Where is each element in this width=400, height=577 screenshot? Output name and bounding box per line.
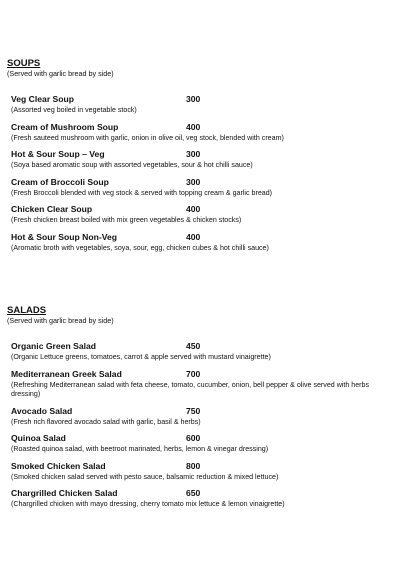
item-name: Cream of Mushroom Soup [11,121,119,132]
item-price: 300 [186,94,201,104]
salads-section [7,305,395,516]
menu-item [11,369,395,400]
menu-item [11,341,395,363]
menu-item [11,122,395,144]
item-name: Organic Green Salad [11,341,97,351]
item-description: (Roasted quinoa salad, with beetroot marinated, herbs, lemon & vinegar dressing) [11,445,269,453]
item-price: 400 [186,231,201,242]
item-price: 300 [186,176,201,187]
menu-item [11,232,395,254]
menu-item [11,204,395,226]
item-name: Hot & Sour Soup – Veg [11,149,105,159]
item-description: (Organic Lettuce greens, tomatoes, carrot & apple served with mustard vinaigrette) [11,353,271,361]
item-price: 700 [186,368,201,379]
menu-item [11,433,395,455]
menu-item [11,488,395,510]
item-name: Smoked Chicken Salad [11,460,106,471]
menu-item [11,177,395,199]
soups-heading: SOUPS [7,58,41,69]
item-name: Mediterranean Greek Salad [11,368,122,379]
salads-note: (Served with garlic bread by side) [7,316,114,325]
item-description: (Fresh chicken breast boiled with mix green vegetables & chicken stocks) [11,216,242,224]
item-name: Chicken Clear Soup [11,204,93,214]
item-name: Veg Clear Soup [11,94,75,104]
menu-item [11,149,395,171]
item-price: 450 [186,341,201,351]
item-description: (Smoked chicken salad served with pesto sauce, balsamic reduction & mixed lettuce) [11,472,279,481]
item-name: Avocado Salad [11,405,73,416]
item-name: Hot & Sour Soup Non-Veg [11,231,117,242]
item-name: Quinoa Salad [11,433,66,443]
item-description: (Soya based aromatic soup with assorted vegetables, sour & hot chilli sauce) [11,161,253,169]
soups-list [7,94,395,253]
item-description: (Fresh sauteed mushroom with garlic, onion in olive oil, veg stock, blended with cream) [11,133,284,142]
item-price: 750 [186,405,201,416]
soups-section [7,58,395,259]
item-name: Chargrilled Chicken Salad [11,488,118,498]
item-description: (Fresh Broccoli blended with veg stock & served with topping cream & garlic bread) [11,188,273,197]
item-description: (Chargrilled chicken with mayo dressing, cherry tomato mix lettuce & lemon vinaigrette) [11,500,285,508]
item-description: (Fresh rich flavored avocado salad with garlic, basil & herbs) [11,417,201,426]
item-price: 400 [186,204,201,214]
menu-item [11,461,395,483]
item-price: 400 [186,121,201,132]
menu-item [11,94,395,116]
salads-list [7,341,395,510]
item-description: (Refreshing Mediterranean salad with feta cheese, tomato, cucumber, onion, bell pepper & olive served with herbs dressing) [11,380,370,398]
menu-item [11,406,395,428]
item-description: (Aromatic broth with vegetables, soya, sour, egg, chicken cubes & hot chilli sauce) [11,243,269,252]
item-price: 800 [186,460,201,471]
item-price: 600 [186,433,201,443]
item-price: 650 [186,488,201,498]
item-name: Cream of Broccoli Soup [11,176,109,187]
item-price: 300 [186,149,201,159]
item-description: (Assorted veg boiled in vegetable stock) [11,106,137,114]
soups-note: (Served with garlic bread by side) [7,69,114,78]
salads-heading: SALADS [7,305,47,316]
